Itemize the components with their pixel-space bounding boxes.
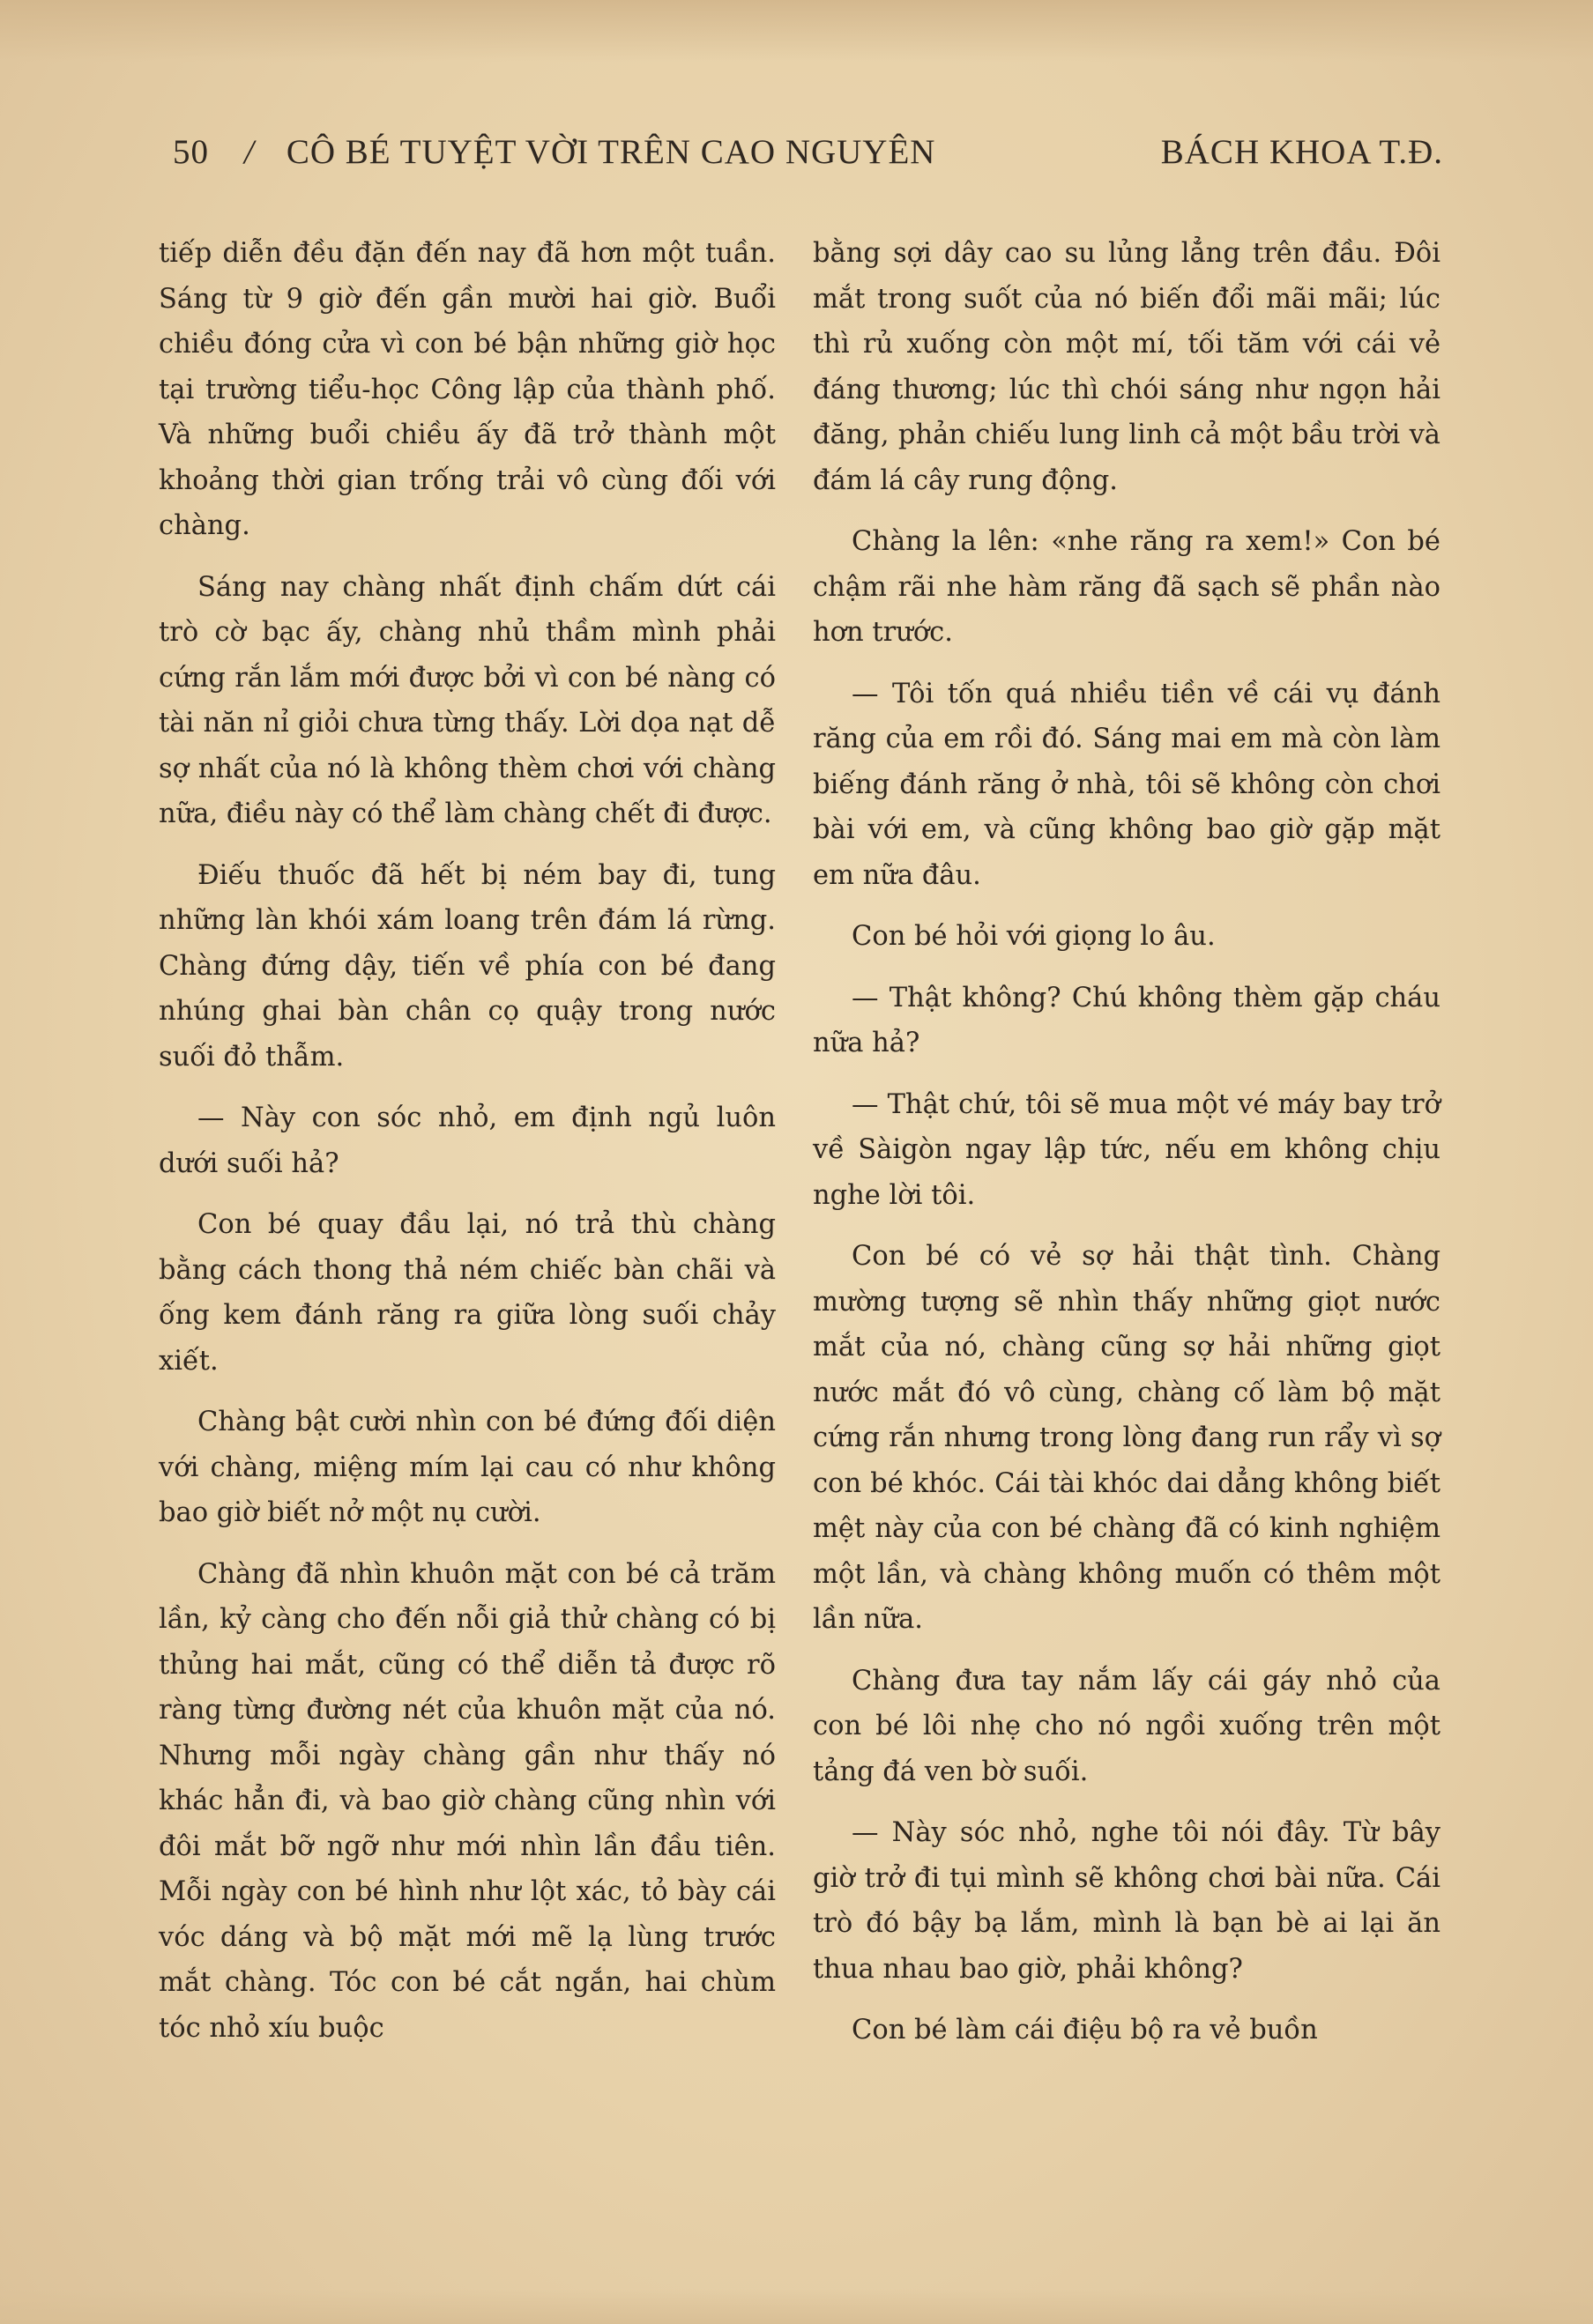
paragraph: Chàng bật cười nhìn con bé đứng đối diện với chàng, miệng mím lại cau có như không bao giờ biết nở một nụ cười. [159, 1407, 776, 1528]
paragraph: Con bé có vẻ sợ hải thật tình. Chàng mường tượng sẽ nhìn thấy những giọt nước mắt của nó, chàng cũng sợ hải những giọt nước mắt đó vô cùng, chàng cố làm bộ mặt cứng rắn nhưng trong lòng đang run rẩy vì sợ con bé khóc. Cái tài khóc dai dẳng không biết mệt này của con bé chàng đã có kinh nghiệm một lần, và chàng không muốn có thêm một lần nữa. [813, 1241, 1440, 1635]
paragraph: — Thật chứ, tôi sẽ mua một vé máy bay trở về Sàigòn ngay lập tức, nếu em không chịu nghe lời tôi. [813, 1088, 1440, 1211]
paragraph: — Này sóc nhỏ, nghe tôi nói đây. Từ bây giờ trở đi tụi mình sẽ không chơi bài nữa. Cái trò đó bậy bạ lắm, mình là bạn bè ai lại ăn thua nhau bao giờ, phải không? [813, 1817, 1440, 1985]
page-number: 50 [173, 133, 209, 171]
publisher-name: BÁCH KHOA T.Đ. [1160, 133, 1443, 171]
paragraph: Con bé quay đầu lại, nó trả thù chàng bằng cách thong thả ném chiếc bàn chãi và ống kem đánh răng ra giữa lòng suối chảy xiết. [159, 1209, 776, 1377]
book-title: CÔ BÉ TUYỆT VỜI TRÊN CAO NGUYÊN [286, 133, 936, 171]
running-header [173, 132, 1443, 185]
paragraph: Chàng la lên: «nhe răng ra xem!» Con bé chậm rãi nhe hàm răng đã sạch sẽ phần nào hơn trước. [813, 526, 1440, 648]
paragraph: — Tôi tốn quá nhiều tiền về cái vụ đánh răng của em rồi đó. Sáng mai em mà còn làm biếng đánh răng ở nhà, tôi sẽ không còn chơi bài với em, và cũng không bao giờ gặp mặt em nữa đâu. [813, 678, 1440, 891]
paragraph: bằng sợi dây cao su lủng lẳng trên đầu. Đôi mắt trong suốt của nó biến đổi mãi mãi; lúc thì rủ xuống còn một mí, tối tăm với cái vẻ đáng thương; lúc thì chói sáng như ngọn hải đăng, phản chiếu lung linh cả một bầu trời và đám lá cây rung động. [813, 238, 1440, 496]
left-column [159, 231, 776, 2067]
paragraph: Sáng nay chàng nhất định chấm dứt cái trò cờ bạc ấy, chàng nhủ thầm mình phải cứng rắn lắm mới được bởi vì con bé nàng có tài năn nỉ giỏi chưa từng thấy. Lời dọa nạt dễ sợ nhất của nó là không thèm chơi với chàng nữa, điều này có thể làm chàng chết đi được. [159, 571, 776, 829]
paragraph: — Thật không? Chú không thèm gặp cháu nữa hả? [813, 982, 1440, 1058]
paragraph: — Này con sóc nhỏ, em định ngủ luôn dưới suối hả? [159, 1103, 776, 1179]
paragraph: Điếu thuốc đã hết bị ném bay đi, tung những làn khói xám loang trên đám lá rừng. Chàng đứng dậy, tiến về phía con bé đang nhúng ghai bàn chân cọ quậy trong nước suối đỏ thẫm. [159, 859, 776, 1073]
paragraph: tiếp diễn đều đặn đến nay đã hơn một tuần. Sáng từ 9 giờ đến gần mười hai giờ. Buổi chiều đóng cửa vì con bé bận những giờ học tại trường tiểu-học Công lập của thành phố. Và những buổi chiều ấy đã trở thành một khoảng thời gian trống trải vô cùng đối với chàng. [159, 238, 776, 541]
paragraph: Chàng đã nhìn khuôn mặt con bé cả trăm lần, kỷ càng cho đến nỗi giả thử chàng có bị thủng hai mắt, cũng có thể diễn tả được rõ ràng từng đường nét của khuôn mặt của nó. Nhưng mỗi ngày chàng gần như thấy nó khác hẳn đi, và bao giờ chàng cũng nhìn với đôi mắt bỡ ngỡ như mới nhìn lần đầu tiên. Mỗi ngày con bé hình như lột xác, tỏ bày cái vóc dáng và bộ mặt mới mẽ lạ lùng trước mắt chàng. Tóc con bé cắt ngắn, hai chùm tóc nhỏ xíu buộc [159, 1558, 776, 2044]
header-separator: / [244, 133, 255, 171]
paragraph: Chàng đưa tay nắm lấy cái gáy nhỏ của con bé lôi nhẹ cho nó ngồi xuống trên một tảng đá ven bờ suối. [813, 1665, 1440, 1787]
paragraph: Con bé hỏi với giọng lo âu. [852, 921, 1216, 952]
right-column [813, 231, 1440, 2069]
paragraph: Con bé làm cái điệu bộ ra vẻ buồn [852, 2015, 1318, 2046]
